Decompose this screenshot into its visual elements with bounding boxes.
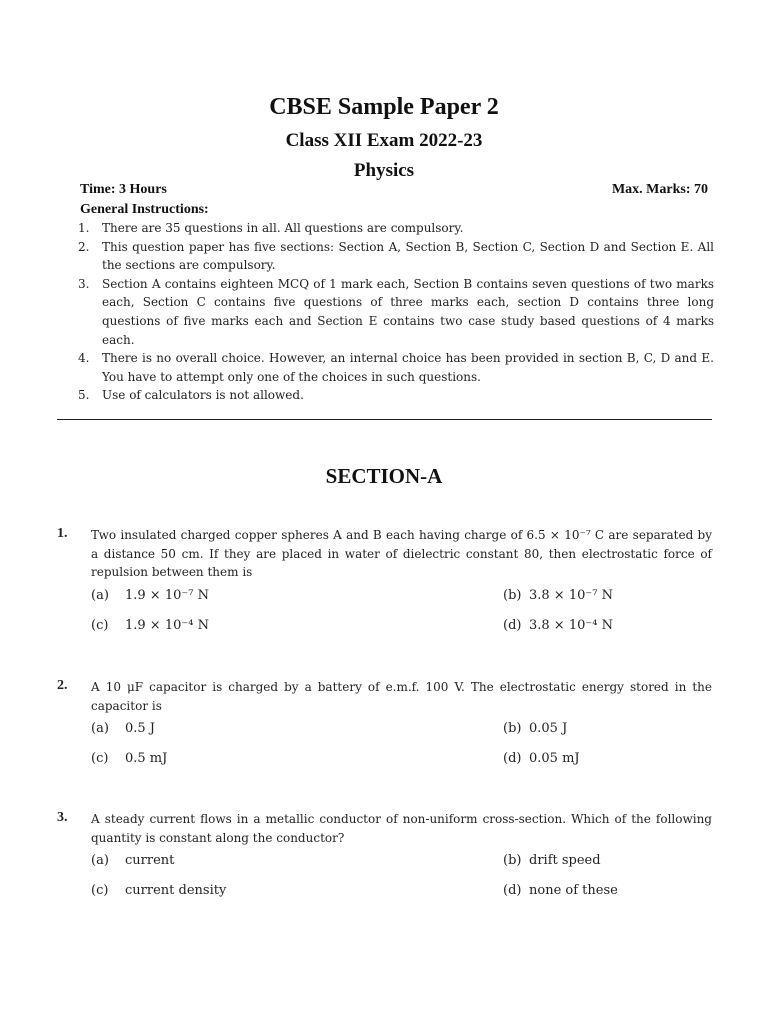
option-label: (b) bbox=[503, 721, 522, 737]
instructions-list bbox=[78, 219, 714, 405]
option-b[interactable] bbox=[503, 588, 613, 603]
instruction-item bbox=[78, 349, 714, 386]
option-label: (c) bbox=[91, 751, 109, 767]
question-3 bbox=[57, 810, 712, 913]
instruction-number: 1. bbox=[78, 221, 90, 235]
option-text: 0.5 J bbox=[125, 721, 156, 737]
class-exam-subtitle: Class XII Exam 2022-23 bbox=[285, 130, 483, 151]
option-label: (d) bbox=[503, 751, 522, 767]
option-text: drift speed bbox=[529, 853, 601, 869]
instruction-number: 2. bbox=[78, 239, 90, 254]
option-text: 3.8 × 10⁻⁴ N bbox=[529, 617, 613, 633]
option-c[interactable] bbox=[91, 883, 226, 898]
instruction-text: There is no overall choice. However, an internal choice has been provided in section B, C, D and E. You have to attempt only one of the choices in such questions. bbox=[102, 351, 714, 384]
option-d[interactable] bbox=[503, 618, 613, 633]
subject-heading: Physics bbox=[353, 160, 415, 181]
option-label: (a) bbox=[91, 853, 109, 869]
option-label: (b) bbox=[503, 587, 522, 603]
option-text: 3.8 × 10⁻⁷ N bbox=[529, 587, 613, 603]
option-text: current density bbox=[125, 883, 227, 899]
option-b[interactable] bbox=[503, 721, 567, 736]
option-text: none of these bbox=[529, 883, 618, 899]
option-text: 0.05 mJ bbox=[529, 751, 580, 767]
option-a[interactable] bbox=[91, 853, 174, 868]
option-text: 0.05 J bbox=[529, 721, 568, 737]
option-c[interactable] bbox=[91, 618, 209, 633]
option-a[interactable] bbox=[91, 721, 155, 736]
option-text: 1.9 × 10⁻⁷ N bbox=[125, 587, 209, 603]
option-b[interactable] bbox=[503, 853, 601, 868]
options bbox=[91, 853, 712, 913]
paper-title: CBSE Sample Paper 2 bbox=[269, 94, 499, 120]
option-text: current bbox=[125, 853, 175, 869]
instruction-text: There are 35 questions in all. All questions are compulsory. bbox=[102, 221, 464, 235]
option-label: (c) bbox=[91, 883, 109, 899]
option-label: (a) bbox=[91, 587, 109, 603]
divider-line bbox=[57, 419, 712, 420]
instruction-item bbox=[78, 386, 714, 405]
question-number: 2. bbox=[57, 678, 68, 693]
instruction-text: Section A contains eighteen MCQ of 1 mark each, Section B contains seven questions of two marks each, Section C contains five questions of three marks each, section D contains three long questions of five marks each and Section E contains two case study based questions of 4 marks each. bbox=[102, 276, 714, 347]
instructions-heading: General Instructions: bbox=[80, 202, 209, 217]
question-1 bbox=[57, 526, 712, 648]
question-number: 3. bbox=[57, 810, 68, 825]
question-number: 1. bbox=[57, 526, 68, 541]
instruction-item bbox=[78, 219, 714, 238]
question-text: Two insulated charged copper spheres A and B each having charge of 6.5 × 10⁻⁷ C are separated by a distance 50 cm. If they are placed in water of dielectric constant 80, then electrostatic force of repulsion between them is bbox=[91, 528, 712, 580]
time-allowed: Time: 3 Hours bbox=[80, 182, 167, 197]
option-label: (c) bbox=[91, 617, 109, 633]
instruction-text: Use of calculators is not allowed. bbox=[102, 388, 304, 403]
option-d[interactable] bbox=[503, 883, 618, 898]
option-label: (b) bbox=[503, 853, 522, 869]
option-c[interactable] bbox=[91, 751, 167, 766]
question-text: A steady current flows in a metallic conductor of non-uniform cross-section. Which of the following quantity is constant along the conductor? bbox=[91, 812, 712, 845]
instruction-item bbox=[78, 275, 714, 349]
instruction-number: 4. bbox=[78, 351, 90, 366]
options bbox=[91, 588, 712, 648]
option-label: (d) bbox=[503, 617, 522, 633]
option-d[interactable] bbox=[503, 751, 580, 766]
max-marks: Max. Marks: 70 bbox=[611, 182, 708, 197]
question-text: A 10 μF capacitor is charged by a battery of e.m.f. 100 V. The electrostatic energy stored in the capacitor is bbox=[91, 680, 712, 713]
option-text: 0.5 mJ bbox=[125, 751, 168, 767]
option-label: (d) bbox=[503, 883, 522, 899]
question-2 bbox=[57, 678, 712, 781]
option-label: (a) bbox=[91, 721, 109, 737]
instruction-text: This question paper has five sections: Section A, Section B, Section C, Section D and Section E. All the sections are compulsory. bbox=[102, 239, 714, 273]
instruction-item bbox=[78, 238, 714, 275]
option-a[interactable] bbox=[91, 588, 209, 603]
section-heading: SECTION-A bbox=[325, 464, 443, 488]
option-text: 1.9 × 10⁻⁴ N bbox=[125, 617, 209, 633]
options bbox=[91, 721, 712, 781]
instruction-number: 5. bbox=[78, 388, 90, 403]
instruction-number: 3. bbox=[78, 276, 90, 291]
